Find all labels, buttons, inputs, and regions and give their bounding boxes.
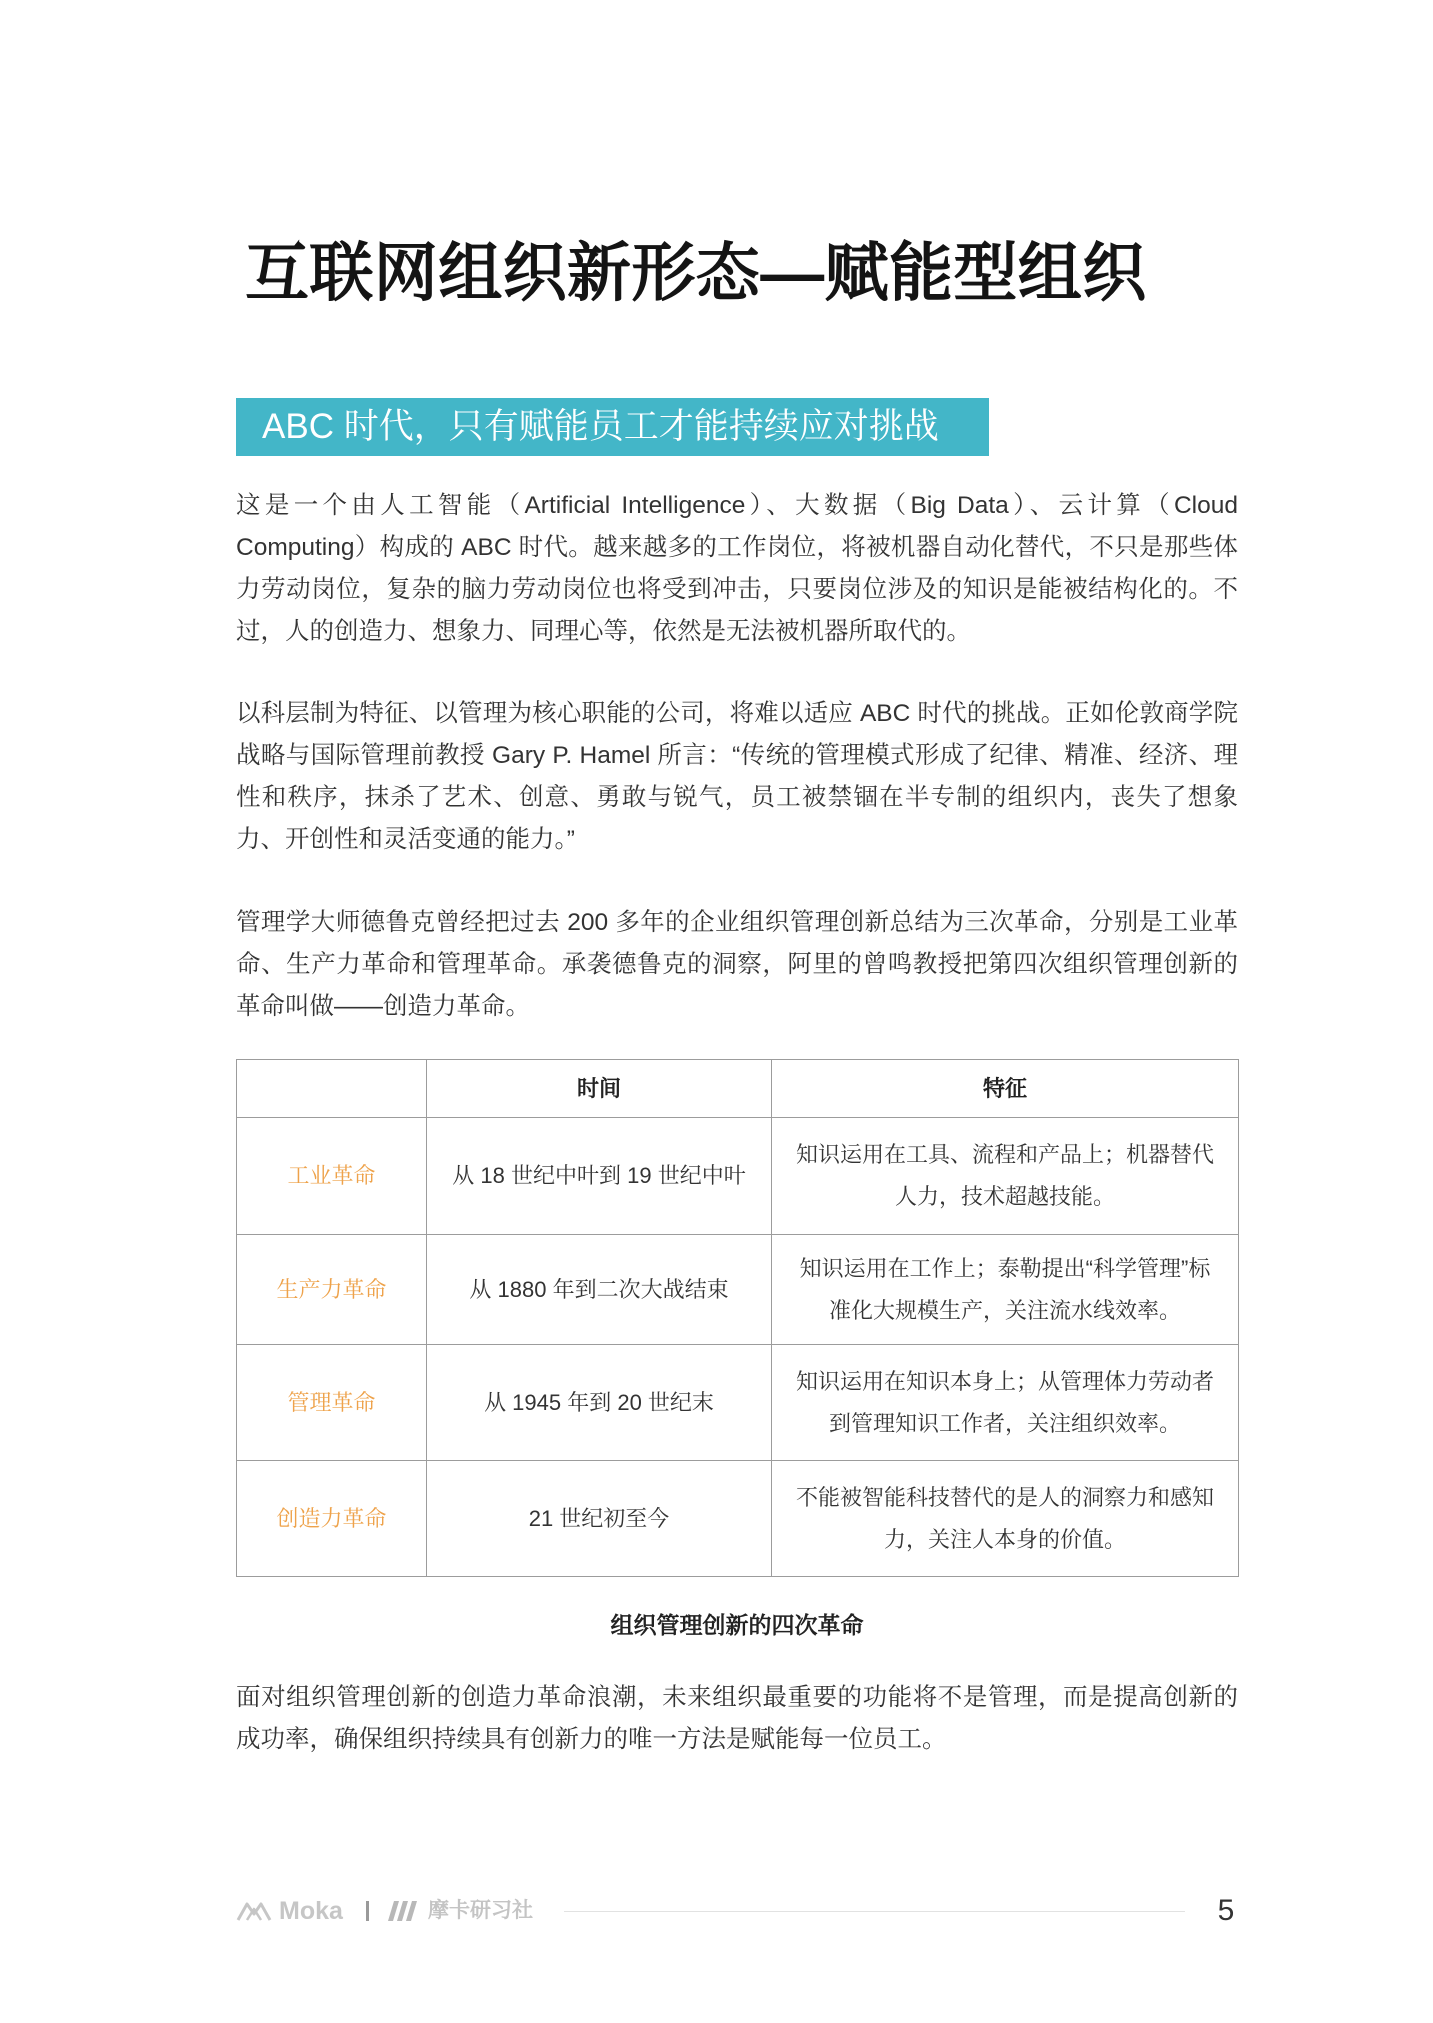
period-cell: 从 18 世纪中叶到 19 世纪中叶 [427,1118,772,1235]
table-row [237,1345,1239,1461]
table-row [237,1235,1239,1345]
moka-logo-icon [236,1900,272,1922]
table-row [237,1118,1239,1235]
revolution-name-cell: 创造力革命 [237,1461,427,1577]
revolution-name-cell: 生产力革命 [237,1235,427,1345]
body-paragraph: 以科层制为特征、以管理为核心职能的公司，将难以适应 ABC 时代的挑战。正如伦敦商学院战略与国际管理前教授 Gary P. Hamel 所言：“传统的管理模式形成了纪律、精准、经济、理性和秩序，抹杀了艺术、创意、勇敢与锐气，员工被禁锢在半专制的组织内，丧失了想象力、开创性和灵活变通的能力。” [236,700,1238,853]
feature-cell: 不能被智能科技替代的是人的洞察力和感知力，关注人本身的价值。 [772,1461,1239,1577]
period-cell: 21 世纪初至今 [427,1461,772,1577]
header-cell-feature: 特征 [772,1060,1239,1118]
revolution-name-cell: 工业革命 [237,1118,427,1235]
revolution-name-cell: 管理革命 [237,1345,427,1461]
footer-rule [564,1911,1185,1912]
table-row [237,1461,1239,1577]
section-heading-banner [236,398,989,456]
moka-research-logo-icon [386,1900,420,1922]
footer-brand: Moka [279,1897,343,1925]
feature-cell: 知识运用在知识本身上；从管理体力劳动者到管理知识工作者，关注组织效率。 [772,1345,1239,1461]
body-paragraph: 管理学大师德鲁克曾经把过去 200 多年的企业组织管理创新总结为三次革命，分别是工业革命、生产力革命和管理革命。承袭德鲁克的洞察，阿里的曾鸣教授把第四次组织管理创新的革命叫做——创造力革命。 [236,909,1238,1020]
body-paragraph: 这是一个由人工智能（Artificial Intelligence）、大数据（Big Data）、云计算（Cloud Computing）构成的 ABC 时代。越来越多的工作岗位，将被机器自动化替代，不只是那些体力劳动岗位，复杂的脑力劳动岗位也将受到冲击，只要岗位涉及的知识是能被结构化的。不过，人的创造力、想象力、同理心等，依然是无法被机器所取代的。 [236,492,1238,645]
page-title: 互联网组织新形态—赋能型组织 [245,237,1147,309]
footer-sub-brand: 摩卡研习社 [428,1899,533,1922]
revolutions-table [236,1059,1239,1577]
feature-cell: 知识运用在工作上；泰勒提出“科学管理”标准化大规模生产，关注流水线效率。 [772,1235,1239,1345]
body-paragraph: 面对组织管理创新的创造力革命浪潮，未来组织最重要的功能将不是管理，而是提高创新的成功率，确保组织持续具有创新力的唯一方法是赋能每一位员工。 [236,1684,1238,1753]
page-number: 5 [1217,1894,1235,1927]
section-heading: ABC 时代，只有赋能员工才能持续应对挑战 [262,407,939,446]
header-cell-empty [237,1060,427,1118]
feature-cell: 知识运用在工具、流程和产品上；机器替代人力，技术超越技能。 [772,1118,1239,1235]
footer-divider [366,1901,369,1921]
period-cell: 从 1880 年到二次大战结束 [427,1235,772,1345]
table-caption: 组织管理创新的四次革命 [610,1612,864,1638]
header-cell-time: 时间 [427,1060,772,1118]
table-header-row [237,1060,1239,1118]
period-cell: 从 1945 年到 20 世纪末 [427,1345,772,1461]
